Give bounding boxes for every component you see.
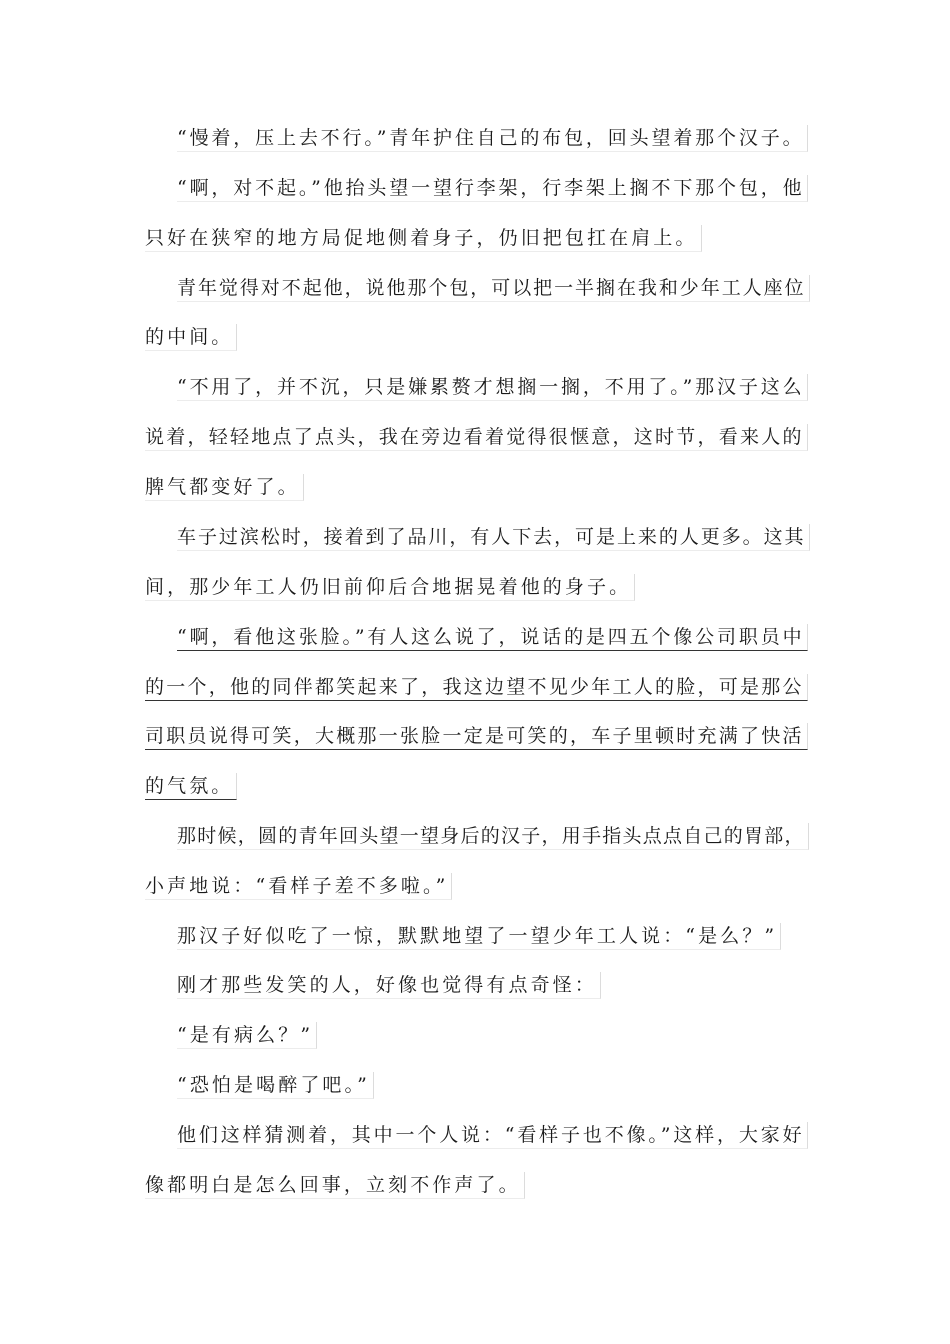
underlined-text-line: 的气氛。 (145, 773, 237, 800)
text-line: “恐怕是喝醉了吧。” (177, 1072, 374, 1099)
underlined-text-line: 司职员说得可笑，大概那一张脸一定是可笑的，车子里顿时充满了快活 (145, 723, 808, 750)
text-line: “慢着，压上去不行。”青年护住自己的布包，回头望着那个汉子。 (177, 125, 808, 152)
text-line: “不用了，并不沉，只是嫌累赘才想搁一搁，不用了。”那汉子这么 (177, 374, 808, 401)
text-line: 脾气都变好了。 (145, 474, 304, 501)
text-line: 那时候，圆的青年回头望一望身后的汉子，用手指头点点自己的胃部， (177, 823, 809, 850)
text-line: 的中间。 (145, 324, 237, 351)
text-line: 车子过滨松时，接着到了品川，有人下去，可是上来的人更多。这其 (177, 524, 810, 551)
text-line: 只好在狭窄的地方局促地侧着身子，仍旧把包扛在肩上。 (145, 225, 702, 252)
text-line: 青年觉得对不起他，说他那个包，可以把一半搁在我和少年工人座位 (177, 275, 810, 302)
text-line: “啊，对不起。”他抬头望一望行李架，行李架上搁不下那个包，他 (177, 175, 808, 202)
text-line: 他们这样猜测着，其中一个人说：“看样子也不像。”这样，大家好 (177, 1122, 808, 1149)
underlined-text-line: 的一个，他的同伴都笑起来了，我这边望不见少年工人的脸，可是那公 (145, 674, 808, 701)
underlined-text-line: “啊，看他这张脸。”有人这么说了，说话的是四五个像公司职员中 (177, 624, 808, 651)
text-line: 像都明白是怎么回事，立刻不作声了。 (145, 1172, 525, 1199)
text-line: 小声地说：“看样子差不多啦。” (145, 873, 452, 900)
text-line: 说着，轻轻地点了点头，我在旁边看着觉得很惬意，这时节，看来人的 (145, 424, 808, 451)
text-line: 间，那少年工人仍旧前仰后合地据晃着他的身子。 (145, 574, 635, 601)
text-line: “是有病么？” (177, 1022, 317, 1049)
text-line: 那汉子好似吃了一惊，默默地望了一望少年工人说：“是么？” (177, 923, 781, 950)
text-line: 刚才那些发笑的人，好像也觉得有点奇怪： (177, 972, 601, 999)
